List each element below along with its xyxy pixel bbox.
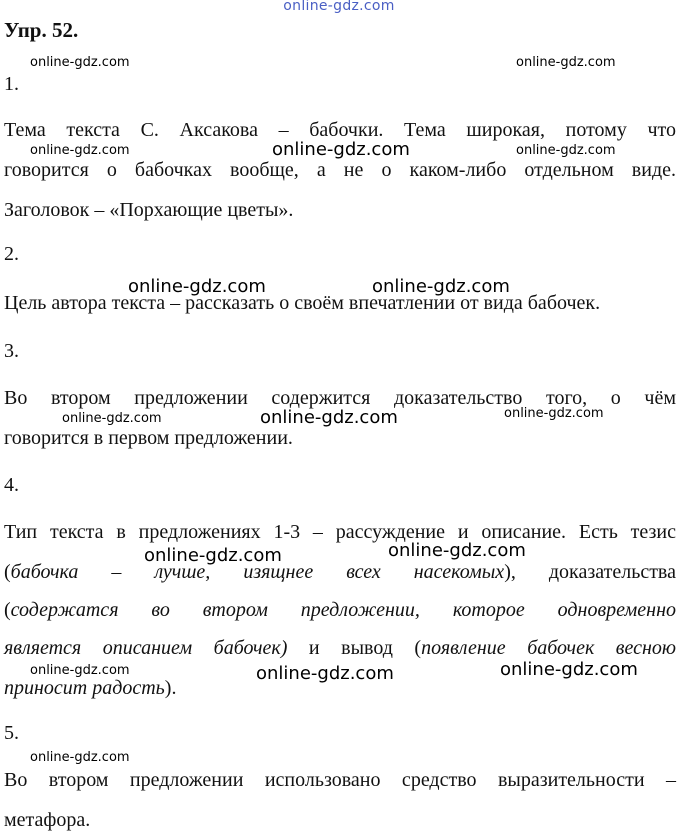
section-3-line-1: Во втором предложении содержится доказательство того, о чём [4,387,676,409]
watermark: online-gdz.com [504,406,604,421]
watermark: online-gdz.com [500,659,638,680]
section-5-line-1: Во втором предложении использовано средство выразительности – [4,769,676,791]
line-2-tail: ), доказательства [504,561,676,583]
watermark: online-gdz.com [62,411,162,426]
watermark: online-gdz.com [516,143,616,158]
section-1-number: 1. [4,73,19,95]
section-2-number: 2. [4,243,19,265]
line-5-tail: ). [164,677,177,699]
watermark: online-gdz.com [388,540,526,561]
watermark: online-gdz.com [30,750,130,765]
watermark: online-gdz.com [30,55,130,70]
site-watermark-header: online-gdz.com [283,0,395,14]
watermark: online-gdz.com [272,139,410,160]
evidence-text: содержатся во втором предложении, которое одновременно [10,599,676,621]
section-1-line-3: Заголовок – «Порхающие цветы». [4,199,294,221]
thesis-text: бабочка – лучше, изящнее всех насекомых [10,561,505,583]
watermark: online-gdz.com [128,276,266,297]
watermark: online-gdz.com [30,143,130,158]
exercise-title: Упр. 52. [4,18,79,42]
conclusion-intro: и вывод ( [287,637,422,659]
section-5-number: 5. [4,722,19,744]
paren-open: ( [4,561,11,583]
section-2-line-1: Цель автора текста – рассказать о своём впечатлении от вида бабочек. [4,292,601,314]
conclusion-text: появление бабочек весною [421,637,676,659]
section-4-line-3 [4,598,676,622]
watermark: online-gdz.com [260,407,398,428]
paren-open: ( [4,599,11,621]
watermark: online-gdz.com [372,276,510,297]
section-4-line-1: Тип текста в предложениях 1-3 – рассуждение и описание. Есть тезис [4,521,676,543]
watermark: online-gdz.com [30,663,130,678]
watermark: online-gdz.com [144,545,282,566]
section-4-number: 4. [4,474,19,496]
watermark: online-gdz.com [516,55,616,70]
conclusion-text-end: приносит радость [4,677,165,699]
section-4-line-2 [4,560,676,584]
evidence-text-end: является описанием бабочек) [4,637,288,659]
section-4-line-4 [4,636,676,660]
watermark: online-gdz.com [256,663,394,684]
section-1-line-2: говорится о бабочках вообще, а не о каком-либо отдельном виде. [4,159,676,181]
section-5-line-2: метафора. [4,809,91,831]
section-3-line-2: говорится в первом предложении. [4,427,293,449]
section-3-number: 3. [4,340,19,362]
section-1-line-1: Тема текста С. Аксакова – бабочки. Тема широкая, потому что [4,119,676,141]
